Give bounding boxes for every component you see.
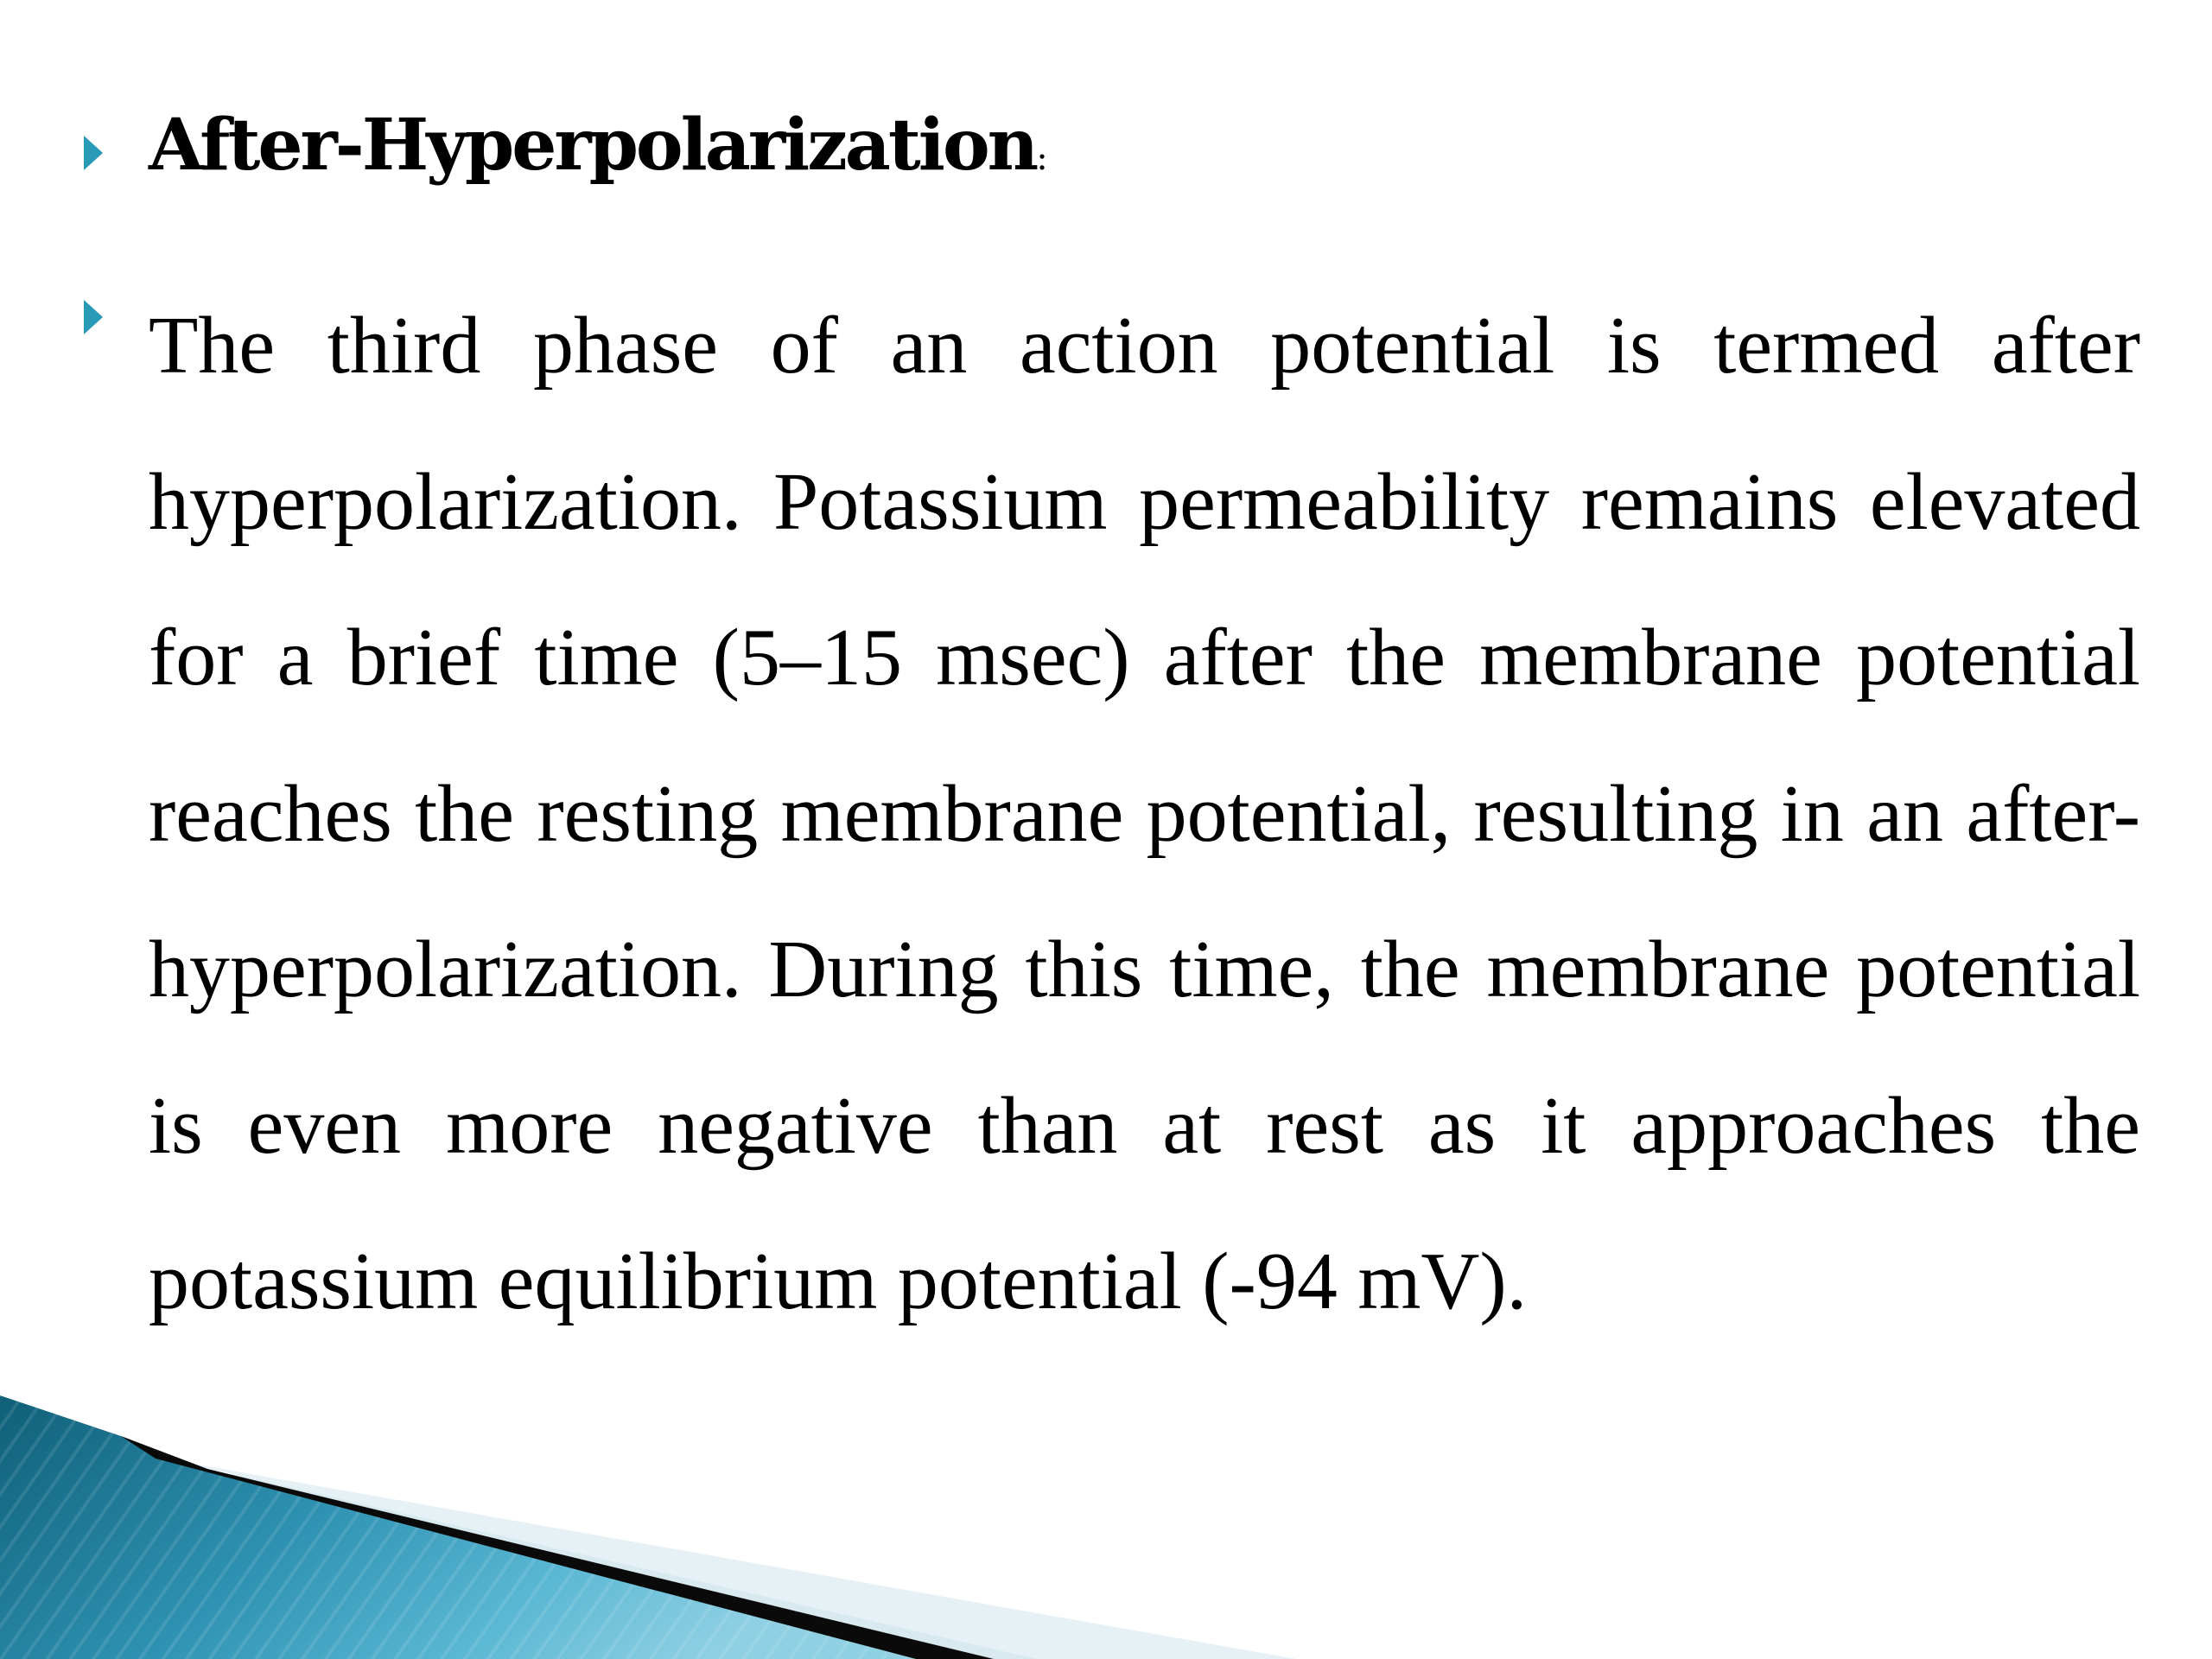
triangle-right-icon	[82, 298, 105, 336]
slide-heading-colon: :	[1036, 138, 1048, 178]
slide-body-paragraph: The third phase of an action potential is termed after hyperpolarization. Potassium permeability remains elevated for a brief time (5–15 msec) after the membrane potential reaches the resting membrane potential, resulting in an after-hyperpolarization. During this time, the membrane potential is even more negative than at rest as it approaches the potassium equilibrium potential (-94 mV).	[149, 301, 2140, 1326]
slide-heading	[149, 102, 1048, 201]
slide-heading-text: After-Hyperpolarization	[149, 104, 1037, 187]
triangle-right-icon	[82, 134, 105, 172]
